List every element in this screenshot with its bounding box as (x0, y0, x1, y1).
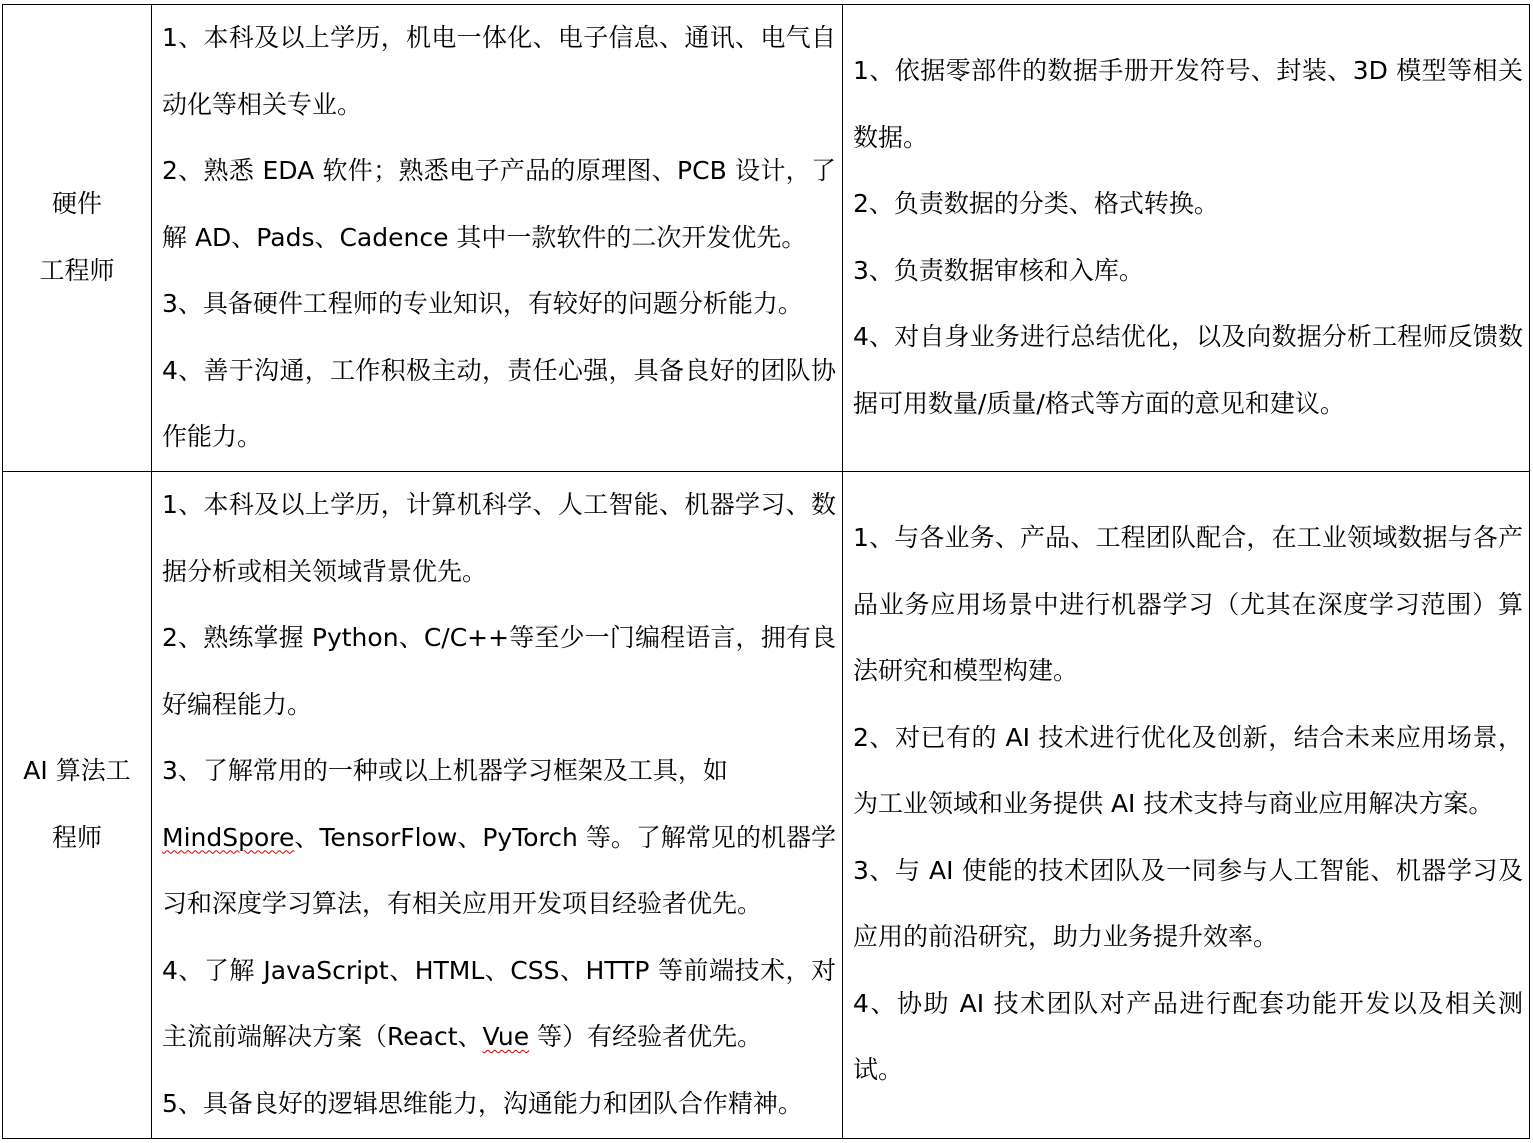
duty-item: 4、对自身业务进行总结优化，以及向数据分析工程师反馈数据可用数量/质量/格式等方面的意见和建议。 (853, 322, 1523, 418)
role-cell (3, 471, 152, 1138)
requirements-cell (152, 5, 843, 472)
duty-item: 2、负责数据的分类、格式转换。 (853, 189, 1219, 219)
requirement-item: 2、熟悉 EDA 软件；熟悉电子产品的原理图、PCB 设计，了解 AD、Pads、Cadence 其中一款软件的二次开发优先。 (162, 156, 836, 252)
duty-item: 1、与各业务、产品、工程团队配合，在工业领域数据与各产品业务应用场景中进行机器学习（尤其在深度学习范围）算法研究和模型构建。 (853, 523, 1523, 686)
requirement-item: 4、善于沟通，工作积极主动，责任心强，具备良好的团队协作能力。 (162, 355, 836, 451)
requirement-item (162, 938, 836, 1071)
role-name-line: AI 算法工 (23, 756, 131, 785)
role-name-line: 硬件 (51, 189, 102, 219)
requirement-item: 2、熟练掌握 Python、C/C++等至少一门编程语言，拥有良好编程能力。 (162, 623, 836, 719)
spellcheck-underlined-word: Vue (482, 1022, 530, 1051)
requirement-item (162, 738, 836, 938)
duty-item: 3、与 AI 使能的技术团队及一同参与人工智能、机器学习及应用的前沿研究，助力业务提升效率。 (853, 855, 1523, 952)
requirement-text: 3、了解常用的一种或以上机器学习框架及工具，如 (162, 756, 728, 785)
requirement-text: 、TensorFlow、PyTorch 等。了解常见的机器学习和深度学习算法，有相关应用开发项目经验者优先。 (162, 822, 836, 918)
role-cell (3, 5, 152, 472)
duties-cell (843, 471, 1530, 1138)
duties-cell (843, 5, 1530, 472)
requirement-text: 等）有经验者优先。 (529, 1022, 763, 1051)
duty-item: 4、协助 AI 技术团队对产品进行配套功能开发以及相关测试。 (853, 988, 1523, 1085)
duty-item: 1、依据零部件的数据手册开发符号、封装、3D 模型等相关数据。 (853, 56, 1523, 152)
requirements-cell (152, 471, 843, 1138)
duty-item: 3、负责数据审核和入库。 (853, 255, 1144, 285)
duty-item: 2、对已有的 AI 技术进行优化及创新，结合未来应用场景，为工业领域和业务提供 AI 技术支持与商业应用解决方案。 (853, 722, 1523, 819)
job-requirements-table (2, 4, 1530, 1139)
requirement-text: 4、了解 JavaScript、HTML、CSS、HTTP 等前端技术，对主流前端解决方案（React、 (162, 955, 836, 1051)
table-row-ai-algorithm-engineer (3, 471, 1530, 1138)
requirement-item: 1、本科及以上学历，机电一体化、电子信息、通讯、电气自动化等相关专业。 (162, 23, 836, 119)
table-row-hardware-engineer (3, 5, 1530, 472)
requirement-item: 3、具备硬件工程师的专业知识，有较好的问题分析能力。 (162, 289, 803, 318)
requirement-item: 5、具备良好的逻辑思维能力，沟通能力和团队合作精神。 (162, 1088, 803, 1118)
role-name-line: 程师 (51, 822, 102, 852)
role-name-line: 工程师 (39, 255, 115, 285)
requirement-item: 1、本科及以上学历，计算机科学、人工智能、机器学习、数据分析或相关领域背景优先。 (162, 490, 836, 586)
spellcheck-underlined-word: MindSpore (162, 822, 295, 852)
